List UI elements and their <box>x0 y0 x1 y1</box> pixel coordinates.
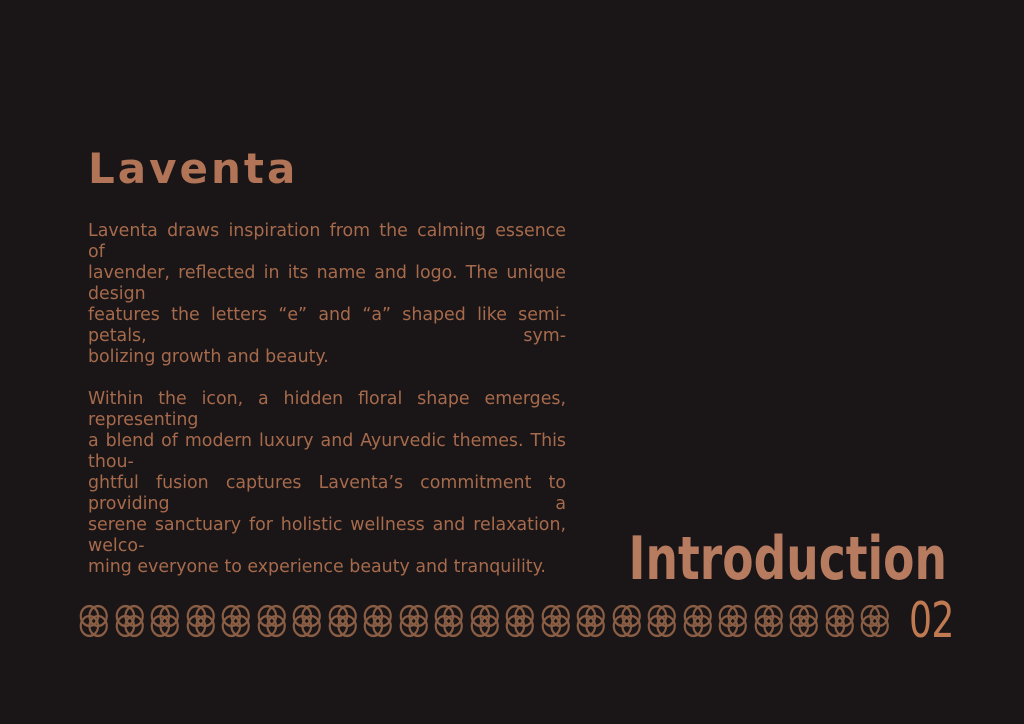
laventa-flower-icon <box>682 603 714 639</box>
laventa-flower-icon <box>824 603 856 639</box>
laventa-flower-icon <box>149 603 181 639</box>
laventa-flower-icon <box>291 603 323 639</box>
laventa-logo-wordmark: Laventa <box>88 144 299 193</box>
laventa-flower-icon <box>540 603 572 639</box>
about-paragraph-1 <box>88 221 566 368</box>
about-paragraph-2 <box>88 389 566 578</box>
laventa-flower-icon <box>646 603 678 639</box>
laventa-flower-icon <box>788 603 820 639</box>
laventa-flower-icon <box>753 603 785 639</box>
paragraph-line: ming everyone to experience beauty and tranquility. <box>88 557 546 577</box>
paragraph-line: bolizing growth and beauty. <box>88 347 329 367</box>
paragraph-line: serene sanctuary for holistic wellness and relaxation, welco- <box>88 515 566 556</box>
paragraph-line: Laventa draws inspiration from the calming essence of <box>88 221 566 262</box>
paragraph-line: lavender, reflected in its name and logo. The unique design <box>88 263 566 304</box>
laventa-flower-icon <box>114 603 146 639</box>
laventa-flower-icon <box>717 603 749 639</box>
laventa-flower-icon <box>611 603 643 639</box>
laventa-flower-icon <box>327 603 359 639</box>
laventa-flower-icon <box>469 603 501 639</box>
section-title: Introduction <box>628 524 947 594</box>
laventa-flower-icon <box>256 603 288 639</box>
laventa-flower-icon <box>433 603 465 639</box>
paragraph-line: features the letters “e” and “a” shaped like semi-petals, sym- <box>88 305 566 346</box>
page-number: 02 <box>908 592 954 649</box>
laventa-flower-icon <box>398 603 430 639</box>
laventa-flower-icon <box>185 603 217 639</box>
laventa-flower-icon <box>859 603 891 639</box>
laventa-flower-icon <box>504 603 536 639</box>
flower-divider <box>78 592 969 649</box>
laventa-flower-icon <box>220 603 252 639</box>
laventa-flower-icon <box>575 603 607 639</box>
laventa-flower-icon <box>362 603 394 639</box>
paragraph-line: Within the icon, a hidden floral shape emerges, representing <box>88 389 566 430</box>
paragraph-line: a blend of modern luxury and Ayurvedic themes. This thou- <box>88 431 566 472</box>
about-text <box>88 221 566 578</box>
paragraph-line: ghtful fusion captures Laventa’s commitment to providing a <box>88 473 566 514</box>
laventa-flower-icon <box>78 603 110 639</box>
